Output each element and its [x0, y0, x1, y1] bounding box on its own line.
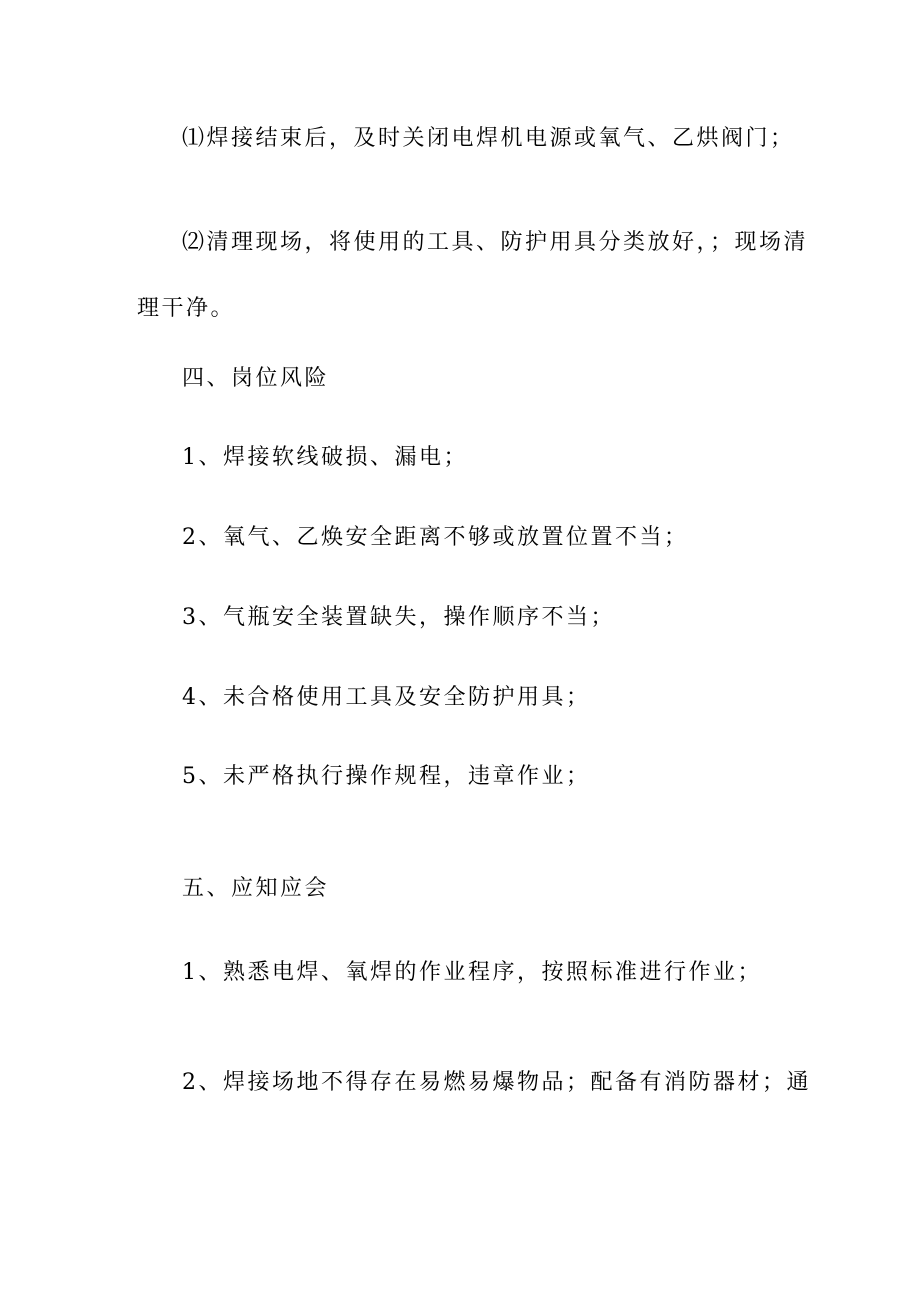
knowledge-item-2: 2、焊接场地不得存在易燃易爆物品；配备有消防器材；通 [182, 1070, 811, 1095]
knowledge-item-1: 1、熟悉电焊、氧焊的作业程序，按照标准进行作业； [182, 960, 762, 985]
section-heading-required-knowledge: 五、应知应会 [182, 876, 330, 901]
risk-item-3: 3、气瓶安全装置缺失，操作顺序不当； [182, 605, 615, 630]
step-2-cleanup: ⑵清理现场，将使用的工具、防护用具分类放好，；现场清 [182, 230, 809, 255]
section-heading-job-risks: 四、岗位风险 [182, 366, 330, 391]
step-1-shutdown: ⑴焊接结束后，及时关闭电焊机电源或氧气、乙烘阀门； [182, 126, 795, 151]
risk-item-2: 2、氧气、乙焕安全距离不够或放置位置不当； [182, 525, 689, 550]
risk-item-5: 5、未严格执行操作规程，违章作业； [182, 764, 591, 789]
step-2-cleanup-continued: 理干净。 [137, 296, 236, 321]
risk-item-4: 4、未合格使用工具及安全防护用具； [182, 685, 591, 710]
risk-item-1: 1、焊接软线破损、漏电； [182, 445, 468, 470]
